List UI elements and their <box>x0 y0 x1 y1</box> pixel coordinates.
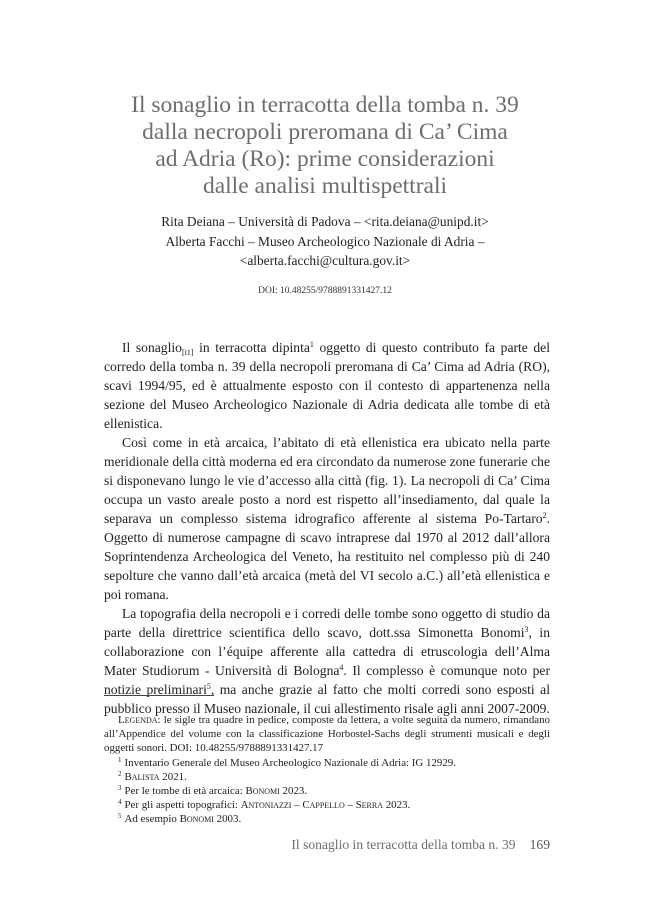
classification-ref: [i1] <box>181 348 194 357</box>
footnote-ref[interactable]: 3 <box>524 625 529 634</box>
footnote-5: $^5$ Ad esempio Bonomi 2003. <box>118 812 242 826</box>
footnotes <box>104 713 550 827</box>
title-line: dalle analisi multispettrali <box>202 173 448 199</box>
title-line: ad Adria (Ro): prime considerazioni <box>155 146 495 172</box>
footnote-ref[interactable]: 5 <box>206 682 211 691</box>
author-line: <alberta.facchi@cultura.gov.it> <box>239 253 411 268</box>
paragraph: Così come in età arcaica, l’abitato di età ellenistica era ubicato nella parte meridionale della città moderna ed era circondato da numerose zone funerarie che si disponevano lungo le vie d’accesso alla città (fig. 1). La necropoli di Ca’ Cima occupa un vasto areale posto a nord est rispetto all’insediamento, dal quale la separava un complesso sistema idrografico afferente al sistema Po-Tartaro$^2$. Oggetto di numerose campagne di scavo intraprese dal 1970 al 2012 dall’allora Soprintendenza Archeologica del Veneto, ha restituito nel complesso più di 240 sepolture che vanno dall’età arcaica (metà del VI secolo a.C.) all’età ellenistica e poi romana. <box>104 435 550 602</box>
footnote-ref[interactable]: 1 <box>309 340 314 349</box>
article-doi: DOI: 10.48255/9788891331427.12 <box>258 286 392 296</box>
footnote-2: $^2$ Balista 2021. <box>118 769 187 783</box>
author-line: Rita Deiana – Università di Padova – <rita.deiana@unipd.it> <box>161 214 489 229</box>
legend-note: Legenda: le sigle tra quadre in pedice, composte da lettera, a volte seguita da numero, rimandano all’Appendice del volume con la classificazione Horbostel-Sachs degli strumenti musicali e degli oggetti sonori. DOI: 10.48255/9788891331427.17 <box>104 714 550 755</box>
footnote-separator <box>104 695 214 696</box>
footnote-4: $^4$ Per gli aspetti topografici: Antoniazzi – Cappello – Serra 2023. <box>118 798 411 812</box>
page-number: 169 <box>529 837 550 852</box>
author-line: Alberta Facchi – Museo Archeologico Nazionale di Adria – <box>165 233 485 249</box>
page-footer <box>104 837 550 853</box>
legend-label: Legenda <box>118 714 158 726</box>
paragraph: La topografia della necropoli e i corredi delle tombe sono oggetto di studio da parte della direttrice scientifica dello scavo, dott.ssa Simonetta Bonomi$^3$, in collaborazione con l’équipe afferente alla cattedra di etruscologia dell’Alma Mater Studiorum - Università di Bologna$^4$. Il complesso è comunque noto per notizie preliminari$^5$, ma anche grazie al fatto che molti corredi sono esposti al pubblico presso il Museo nazionale, il cui allestimento risale agli anni 2007-2009. <box>104 606 551 716</box>
author-block <box>80 212 570 271</box>
footnote-ref[interactable]: 2 <box>542 511 547 520</box>
footnote-1: $^1$ Inventario Generale del Museo Archeologico Nazionale di Adria: IG 12929. <box>118 755 456 769</box>
paragraph: Il sonaglio$_{[i1]}$ in terracotta dipinta$^1$ oggetto di questo contributo fa parte del corredo della tomba n. 39 della necropoli preromana di Ca’ Cima ad Adria (RO), scavi 1994/95, ed è attualmente esposto con il contesto di appartenenza nella sezione del Museo Archeologico Nazionale di Adria dedicata alle tombe di età ellenistica. <box>104 340 550 431</box>
running-title: Il sonaglio in terracotta della tomba n. 39 <box>291 837 516 852</box>
footnote-3: $^3$ Per le tombe di età arcaica: Bonomi 2023. <box>118 784 308 798</box>
article-title <box>80 92 570 200</box>
title-line: Il sonaglio in terracotta della tomba n. 39 <box>131 92 519 118</box>
footnote-ref[interactable]: 4 <box>339 663 344 672</box>
title-line: dalla necropoli preromana di Ca’ Cima <box>142 119 508 145</box>
article-body <box>104 338 550 718</box>
